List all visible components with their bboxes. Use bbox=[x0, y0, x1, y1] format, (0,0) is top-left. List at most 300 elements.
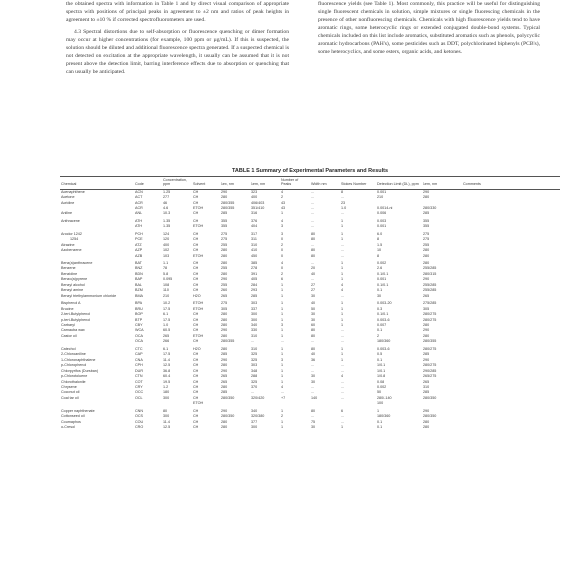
table-cell: ... bbox=[311, 261, 315, 266]
table-cell: 265 bbox=[221, 379, 228, 384]
table-cell: ... bbox=[341, 211, 345, 216]
table-cell: 4 bbox=[281, 385, 284, 389]
table-cell: ... bbox=[341, 390, 345, 395]
table-cell: 1 bbox=[341, 301, 344, 306]
table-cell: p-Chlorophenol bbox=[61, 363, 87, 368]
table-cell: 180/360 bbox=[377, 414, 391, 419]
table-cell: 280/355 bbox=[221, 200, 235, 205]
table-cell: 1 bbox=[341, 312, 344, 317]
table-cell: OCC bbox=[135, 390, 144, 395]
table-cell: ... bbox=[341, 339, 345, 344]
table-cell: 285 bbox=[423, 211, 430, 216]
table-cell: 293 bbox=[251, 288, 258, 293]
table-cell: ... bbox=[281, 390, 285, 395]
table-cell: 1/0.1 bbox=[377, 363, 386, 368]
table-cell: BMA bbox=[135, 293, 143, 298]
table-cell: 280/350 bbox=[423, 395, 437, 400]
table-caption: TABLE 1 Summary of Experimental Parameters and Results bbox=[231, 168, 389, 174]
table-cell: CRY bbox=[135, 385, 143, 389]
table-cell: 78 bbox=[163, 266, 168, 271]
table-cell: 0.001 bbox=[377, 224, 387, 229]
table-cell: 80 bbox=[163, 408, 168, 413]
table-cell: ... bbox=[341, 195, 345, 200]
table-cell: 280 bbox=[423, 323, 430, 328]
column-header: λem, nm bbox=[250, 177, 280, 189]
table-cell: 0.1 bbox=[377, 328, 383, 333]
table-cell: ... bbox=[311, 218, 315, 223]
table-cell: 280/330 bbox=[423, 205, 437, 210]
table-cell: 280 bbox=[423, 333, 430, 338]
table-cell: 280/350 bbox=[423, 414, 437, 419]
table-cell: 10.3 bbox=[163, 211, 171, 216]
table-row bbox=[60, 345, 560, 352]
table-cell: Benzyl amine bbox=[61, 288, 84, 293]
table-cell: 43 bbox=[281, 200, 286, 205]
table-cell: 320/380 bbox=[251, 414, 265, 419]
table-cell bbox=[462, 345, 560, 352]
table-cell: 300 bbox=[251, 317, 258, 322]
table-cell: 323 bbox=[251, 189, 258, 194]
table-cell: 1 bbox=[341, 323, 344, 328]
table-cell bbox=[462, 259, 560, 266]
table-cell: 311 bbox=[251, 237, 257, 242]
table-cell: o-Cresol bbox=[61, 425, 75, 430]
table-cell: BAP bbox=[135, 277, 143, 282]
table-cell: CH bbox=[193, 231, 199, 236]
table-cell: 1 bbox=[281, 317, 284, 322]
table-cell: CTN bbox=[135, 374, 143, 379]
column-header: Chemical bbox=[60, 177, 134, 189]
table-cell: 290 bbox=[221, 368, 228, 373]
table-cell: 6 bbox=[281, 277, 284, 282]
text-columns bbox=[0, 0, 570, 165]
table-cell: 290 bbox=[221, 357, 228, 362]
table-cell: 6.1 bbox=[163, 346, 169, 351]
table-cell: CH bbox=[193, 352, 199, 357]
table-cell: 2-Chloroaniline bbox=[61, 352, 86, 357]
table-cell: 1 bbox=[281, 301, 284, 306]
table-cell: 36 bbox=[311, 357, 316, 362]
table-cell: 260 bbox=[221, 288, 228, 293]
table-cell: 280 bbox=[423, 261, 430, 266]
table-cell: 405 bbox=[251, 277, 258, 282]
table-cell: Anthracene bbox=[61, 218, 80, 223]
table-cell: +7 bbox=[281, 395, 286, 400]
table-cell: 6.0 bbox=[377, 231, 383, 236]
table-cell: 288 bbox=[251, 374, 258, 379]
table-cell: BRU bbox=[135, 306, 143, 311]
left-paragraph-1: the obtained spectra with information in Table 1 and by direct visual comparison of appropriate spectra with positions of principal peaks in agreement to ±2 nm and ratios of peak heights in agreement to ±10 % if corrected spectrofluorometers are used. bbox=[66, 1, 289, 24]
table-cell: 280/275 bbox=[423, 346, 437, 351]
table-cell: 1 bbox=[281, 211, 284, 216]
table-cell: CH bbox=[193, 261, 199, 266]
table-cell: 280/275 bbox=[423, 312, 437, 317]
table-cell: 4 bbox=[281, 189, 284, 194]
table-cell: Azobenzene bbox=[61, 248, 82, 253]
table-cell: PCE bbox=[135, 237, 143, 242]
table-cell: 275 bbox=[221, 231, 228, 236]
table-cell: 0.007 bbox=[377, 323, 387, 328]
table-cell: 80 bbox=[311, 253, 316, 258]
table-cell: 316 bbox=[251, 211, 258, 216]
table-cell: 2-tert-Butylphenol bbox=[61, 312, 91, 317]
table-cell: ... bbox=[311, 205, 315, 210]
table-cell: 1 bbox=[281, 282, 284, 287]
table-cell: COU bbox=[135, 419, 144, 424]
table-cell: 330 bbox=[251, 328, 258, 333]
table-cell: CH bbox=[193, 266, 199, 271]
table-cell: CH bbox=[193, 288, 199, 293]
table-cell: 6 bbox=[341, 408, 344, 413]
table-cell: CH bbox=[193, 390, 199, 395]
table-cell: CH bbox=[193, 211, 199, 216]
table-cell: 5.8 bbox=[163, 271, 169, 276]
table-cell: 1 bbox=[341, 218, 344, 223]
table-cell: 280/315 bbox=[423, 271, 437, 276]
table-cell: 280/355 bbox=[221, 205, 235, 210]
table-cell: OCA bbox=[135, 339, 143, 344]
table-cell: 80 bbox=[311, 248, 316, 253]
table-cell: CH bbox=[193, 323, 199, 328]
table-cell: Carnauba wax bbox=[61, 328, 85, 333]
table-cell: 23 bbox=[341, 200, 346, 205]
table-cell: ATH bbox=[135, 224, 143, 229]
table-cell: 1 bbox=[281, 419, 284, 424]
table-cell: 351/410 bbox=[251, 205, 265, 210]
table-cell: 320/420 bbox=[251, 395, 265, 400]
table-cell: 1 bbox=[341, 231, 344, 236]
table-cell: 300 bbox=[251, 425, 258, 430]
table-cell: CH bbox=[193, 237, 199, 242]
table-cell: BAL bbox=[135, 282, 142, 287]
table-cell: CH bbox=[193, 242, 199, 247]
table-cell: 370 bbox=[251, 385, 258, 389]
table-cell: 310 bbox=[423, 385, 430, 389]
table-cell: 50 bbox=[377, 390, 382, 395]
table-cell bbox=[462, 299, 560, 306]
table-cell: 300 bbox=[163, 395, 170, 400]
table-cell: Benzo(a)pyrene bbox=[61, 277, 88, 282]
table-cell: Benzyl alcohol bbox=[61, 282, 85, 287]
table-cell: CH bbox=[193, 218, 199, 223]
table-cell: Acridine bbox=[61, 200, 75, 205]
table-cell: 280 bbox=[423, 195, 430, 200]
table-cell: 303 bbox=[251, 301, 258, 306]
table-cell: 0.08 bbox=[377, 379, 385, 384]
table-cell: 1 bbox=[341, 306, 344, 311]
table-cell: 180 bbox=[163, 390, 170, 395]
table-cell: Benz(a)anthracene bbox=[61, 261, 93, 266]
table-cell: 280/355 bbox=[221, 339, 235, 344]
table-cell: 0.003-6 bbox=[377, 346, 390, 351]
table-cell: 180/360 bbox=[377, 339, 391, 344]
left-paragraph-2: 4.3 Spectral distortions due to self-absorption or fluorescence quenching or dimer formation may occur at higher concentrations (for example, 100 ppm or µg/mL). If this is suspected, the solution should be diluted and additional fluorescence spectra generated. If a suspected chemical is not detected on excitation at the appropriate wavelength, it usually can be assumed that it is not present above the detection limit, barring interference effects due to absorption or quenching that can usually be anticipated. bbox=[66, 29, 289, 76]
table-cell: 0.001 bbox=[377, 277, 387, 282]
table-cell: ... bbox=[251, 390, 255, 395]
column-header: Comments bbox=[462, 177, 560, 189]
table-cell: 0.1 bbox=[377, 357, 383, 362]
table-cell: WCA bbox=[135, 328, 144, 333]
table-cell: ETOH bbox=[193, 401, 204, 406]
table-cell bbox=[462, 217, 560, 224]
table-cell: 275 bbox=[423, 231, 430, 236]
table-cell: ... bbox=[311, 189, 315, 194]
table-cell: ... bbox=[311, 390, 315, 395]
table-cell: CH bbox=[193, 363, 199, 368]
table-cell: 0.003-6 bbox=[377, 317, 390, 322]
table-cell: Acetone bbox=[61, 195, 75, 200]
table-cell: 290 bbox=[423, 357, 430, 362]
table-cell: CBY bbox=[135, 323, 143, 328]
table-cell: 1 bbox=[341, 237, 344, 242]
table-cell: 305 bbox=[221, 306, 228, 311]
table-cell: BOP bbox=[135, 312, 143, 317]
table-cell: 265 bbox=[423, 379, 430, 384]
table-cell: 8 bbox=[341, 189, 344, 194]
table-cell: 1 bbox=[341, 425, 344, 430]
table-cell: 1 bbox=[341, 357, 344, 362]
table-cell: ETOH bbox=[193, 333, 204, 338]
table-cell: 1-Chloronaphthalene bbox=[61, 357, 96, 362]
table-cell: 265 bbox=[163, 333, 170, 338]
table-cell: CH bbox=[193, 357, 199, 362]
table-cell: Chrysene bbox=[61, 385, 77, 389]
table-cell: 60.4 bbox=[163, 374, 171, 379]
table-cell: AZP bbox=[135, 248, 143, 253]
table-cell: 12.5 bbox=[163, 425, 171, 430]
table-cell: PCH bbox=[135, 231, 143, 236]
table-row bbox=[60, 259, 560, 266]
table-body bbox=[60, 189, 560, 431]
table-cell: 410 bbox=[251, 248, 258, 253]
table-cell: 120 bbox=[163, 237, 170, 242]
table-cell: BTP bbox=[135, 317, 143, 322]
table-cell: ... bbox=[341, 248, 345, 253]
table-cell: 0.095 bbox=[163, 277, 173, 282]
table-cell: 11.4 bbox=[163, 419, 170, 424]
table-cell: 1254 bbox=[70, 237, 79, 242]
table-cell: 265 bbox=[221, 293, 228, 298]
table-cell: 325 bbox=[251, 357, 258, 362]
column-header: Width nm bbox=[310, 177, 340, 189]
table-cell: 1 bbox=[281, 379, 284, 384]
table-cell: ... bbox=[311, 211, 315, 216]
table-cell: Chlorpyrifos (Dursban) bbox=[61, 368, 99, 373]
table-cell: BZM bbox=[135, 288, 143, 293]
table-cell: 2 bbox=[281, 271, 284, 276]
table-cell: 4 bbox=[341, 282, 344, 287]
table-cell: 1 bbox=[281, 306, 284, 311]
table-cell: CNN bbox=[135, 408, 143, 413]
table-cell: 280 bbox=[221, 317, 228, 322]
table-cell: ... bbox=[341, 368, 345, 373]
table-cell: 317 bbox=[251, 231, 258, 236]
table-cell: 1.0 bbox=[163, 323, 169, 328]
table-cell: 280/350 bbox=[221, 414, 235, 419]
table-cell: 3 bbox=[281, 224, 284, 229]
table-cell: CH bbox=[193, 195, 199, 200]
table-cell: BAT bbox=[135, 261, 142, 266]
table-cell: 0 bbox=[281, 266, 284, 271]
table-cell: ... bbox=[341, 242, 345, 247]
table-cell: 80 bbox=[311, 231, 316, 236]
table-cell: ... bbox=[311, 414, 315, 419]
table-cell: Cottonseed oil bbox=[61, 414, 85, 419]
table-cell: 11.4 bbox=[163, 357, 170, 362]
column-header: Number of Peaks bbox=[280, 177, 310, 189]
table-cell: 1 bbox=[341, 317, 344, 322]
right-paragraph-1: fluorescence yields (see Table 1). Most commonly, this practice will be useful for distinguishing single fluorescent chemicals in solution, simple mixtures or single fluorescing chemicals in the presence of other nonfluorescing chemicals. Chemicals with high fluorescence yields tend to have aromatic rings, some heterocyclic rings or extended conjugated double-bond systems. Typical chemicals included on this list include aromatics, substituted aromatics such as phenols, polycyclic aromatic hydrocarbons (PAH's), some pesticides such as DDT, polychlorinated biphenyls (PCB's), some heterocyclics, and some esters, organic acids, and ketones. bbox=[318, 1, 540, 56]
table-cell: 0.1 bbox=[377, 288, 383, 293]
table-cell: ... bbox=[311, 385, 315, 389]
table-cell: 8 bbox=[377, 253, 380, 258]
table-cell: Aniline bbox=[61, 211, 73, 216]
table-cell: 0 bbox=[281, 248, 284, 253]
table-cell: 385 bbox=[251, 261, 258, 266]
table-cell: 40 bbox=[311, 271, 316, 276]
table-row bbox=[60, 425, 560, 430]
table-cell: ... bbox=[341, 293, 345, 298]
table-cell: ... bbox=[311, 277, 315, 282]
table-cell: CH bbox=[193, 385, 199, 389]
table-row bbox=[60, 407, 560, 414]
table-cell: 1.25 bbox=[163, 189, 171, 194]
table-cell: Aroclor 1242 bbox=[61, 231, 82, 236]
table-cell: 30 bbox=[311, 425, 316, 430]
table-cell: ETOH bbox=[193, 253, 204, 258]
table-cell: 102 bbox=[163, 248, 170, 253]
table-cell: ... bbox=[311, 368, 315, 373]
table-cell: 404 bbox=[251, 224, 258, 229]
table-cell: ANL bbox=[135, 211, 143, 216]
table-cell: ... bbox=[311, 224, 315, 229]
table-cell: 340 bbox=[251, 323, 258, 328]
table-cell: p-Chlorotoluene bbox=[61, 374, 88, 379]
table-cell: 0.1/0.1 bbox=[377, 312, 389, 317]
table-cell: 124 bbox=[163, 231, 170, 236]
table-cell: 1 bbox=[281, 374, 284, 379]
table-cell: 0.1 bbox=[377, 425, 383, 430]
table-cell: 1 bbox=[341, 277, 344, 282]
table-cell: 280 bbox=[221, 312, 228, 317]
table-cell: 285 bbox=[221, 390, 228, 395]
table-cell: ACR bbox=[135, 200, 143, 205]
table-cell: CH bbox=[193, 374, 199, 379]
table-cell: 17.5 bbox=[163, 306, 171, 311]
table-cell: 280 bbox=[221, 385, 228, 389]
table-cell: 280/275 bbox=[423, 317, 437, 322]
table-cell: 20 bbox=[311, 266, 316, 271]
table-cell: 255/285 bbox=[423, 282, 437, 287]
table-cell: ... bbox=[341, 333, 345, 338]
table-cell: 280/275 bbox=[423, 363, 437, 368]
table-cell: CH bbox=[193, 312, 199, 317]
table-cell: 290 bbox=[221, 189, 228, 194]
table-cell: 265 bbox=[423, 293, 430, 298]
table-cell: 17.5 bbox=[163, 317, 171, 322]
table-cell: 108 bbox=[163, 282, 170, 287]
table-cell: Benzyl triethylammonium chloride bbox=[61, 293, 117, 298]
table-cell: 210 bbox=[163, 293, 170, 298]
table-cell: 0.0014-ni bbox=[377, 205, 393, 210]
table-cell: 310 bbox=[251, 242, 258, 247]
table-cell: 290 bbox=[221, 277, 228, 282]
table-cell: Benzene bbox=[61, 266, 76, 271]
table-cell: BNZ bbox=[135, 266, 143, 271]
table-cell: 284 bbox=[251, 282, 258, 287]
table-cell: ACT bbox=[135, 195, 143, 200]
table-cell: 1.2 bbox=[163, 385, 169, 389]
table-cell: 4 bbox=[341, 288, 344, 293]
results-table bbox=[60, 177, 560, 431]
table-cell: 1 bbox=[281, 293, 284, 298]
table-cell: 4 bbox=[341, 374, 344, 379]
table-cell bbox=[462, 425, 560, 430]
table-cell: 280/355 bbox=[423, 339, 437, 344]
table-cell: ATH bbox=[135, 218, 143, 223]
table-cell: 355 bbox=[423, 218, 430, 223]
table-cell: 355 bbox=[221, 218, 228, 223]
table-cell: 280 bbox=[221, 253, 228, 258]
table-cell: 1.0 bbox=[341, 205, 347, 210]
table-cell: 265 bbox=[221, 374, 228, 379]
table-cell: 10 bbox=[377, 248, 382, 253]
table-cell: 80 bbox=[311, 237, 316, 242]
table-cell: 1.5 bbox=[377, 242, 383, 247]
table-cell: 60.5 bbox=[163, 328, 171, 333]
table-cell: 290 bbox=[221, 408, 228, 413]
table-cell: Acenaphthene bbox=[61, 189, 85, 194]
table-cell: Carbaryl bbox=[61, 323, 75, 328]
table-cell: 80 bbox=[311, 346, 316, 351]
table-cell: 406/403 bbox=[251, 200, 265, 205]
table-cell: 6.1 bbox=[163, 312, 169, 317]
table-cell: 280/-140 bbox=[377, 395, 392, 400]
table-cell: 275 bbox=[423, 237, 430, 242]
table-cell: 0.002 bbox=[377, 385, 387, 389]
table-cell: 50 bbox=[311, 306, 316, 311]
table-cell: 0.5 bbox=[377, 352, 383, 357]
table-cell: 30 bbox=[377, 293, 382, 298]
table-cell: 310 bbox=[251, 333, 258, 338]
table-cell: 280 bbox=[423, 253, 430, 258]
table-cell: CH bbox=[193, 282, 199, 287]
table-cell: CRO bbox=[135, 425, 144, 430]
table-cell: 12.5 bbox=[163, 363, 171, 368]
table-cell: DUR bbox=[135, 368, 143, 373]
table-cell: ... bbox=[341, 253, 345, 258]
left-column bbox=[66, 0, 289, 80]
table-cell: 4.6 bbox=[163, 205, 169, 210]
column-header: Solvent bbox=[192, 177, 220, 189]
table-cell: 10.2 bbox=[163, 301, 171, 306]
table-cell: 0.3 bbox=[377, 306, 383, 311]
table-cell: 400 bbox=[163, 242, 170, 247]
table-cell: 280 bbox=[423, 425, 430, 430]
table-cell: 0.003 bbox=[377, 218, 387, 223]
table-cell: 310 bbox=[251, 346, 258, 351]
table-cell: 285 bbox=[423, 352, 430, 357]
table-cell: 255 bbox=[423, 242, 430, 247]
table-cell: 255 bbox=[221, 282, 228, 287]
table-cell: Copper naphthenate bbox=[61, 408, 95, 413]
table-cell: 305 bbox=[423, 306, 430, 311]
table-cell: 290/285 bbox=[423, 368, 437, 373]
table-cell: CNA bbox=[135, 357, 143, 362]
table-cell: 1.1 bbox=[163, 261, 169, 266]
table-cell: 4 bbox=[281, 218, 284, 223]
table-cell: Chlorothalonile bbox=[61, 379, 86, 384]
